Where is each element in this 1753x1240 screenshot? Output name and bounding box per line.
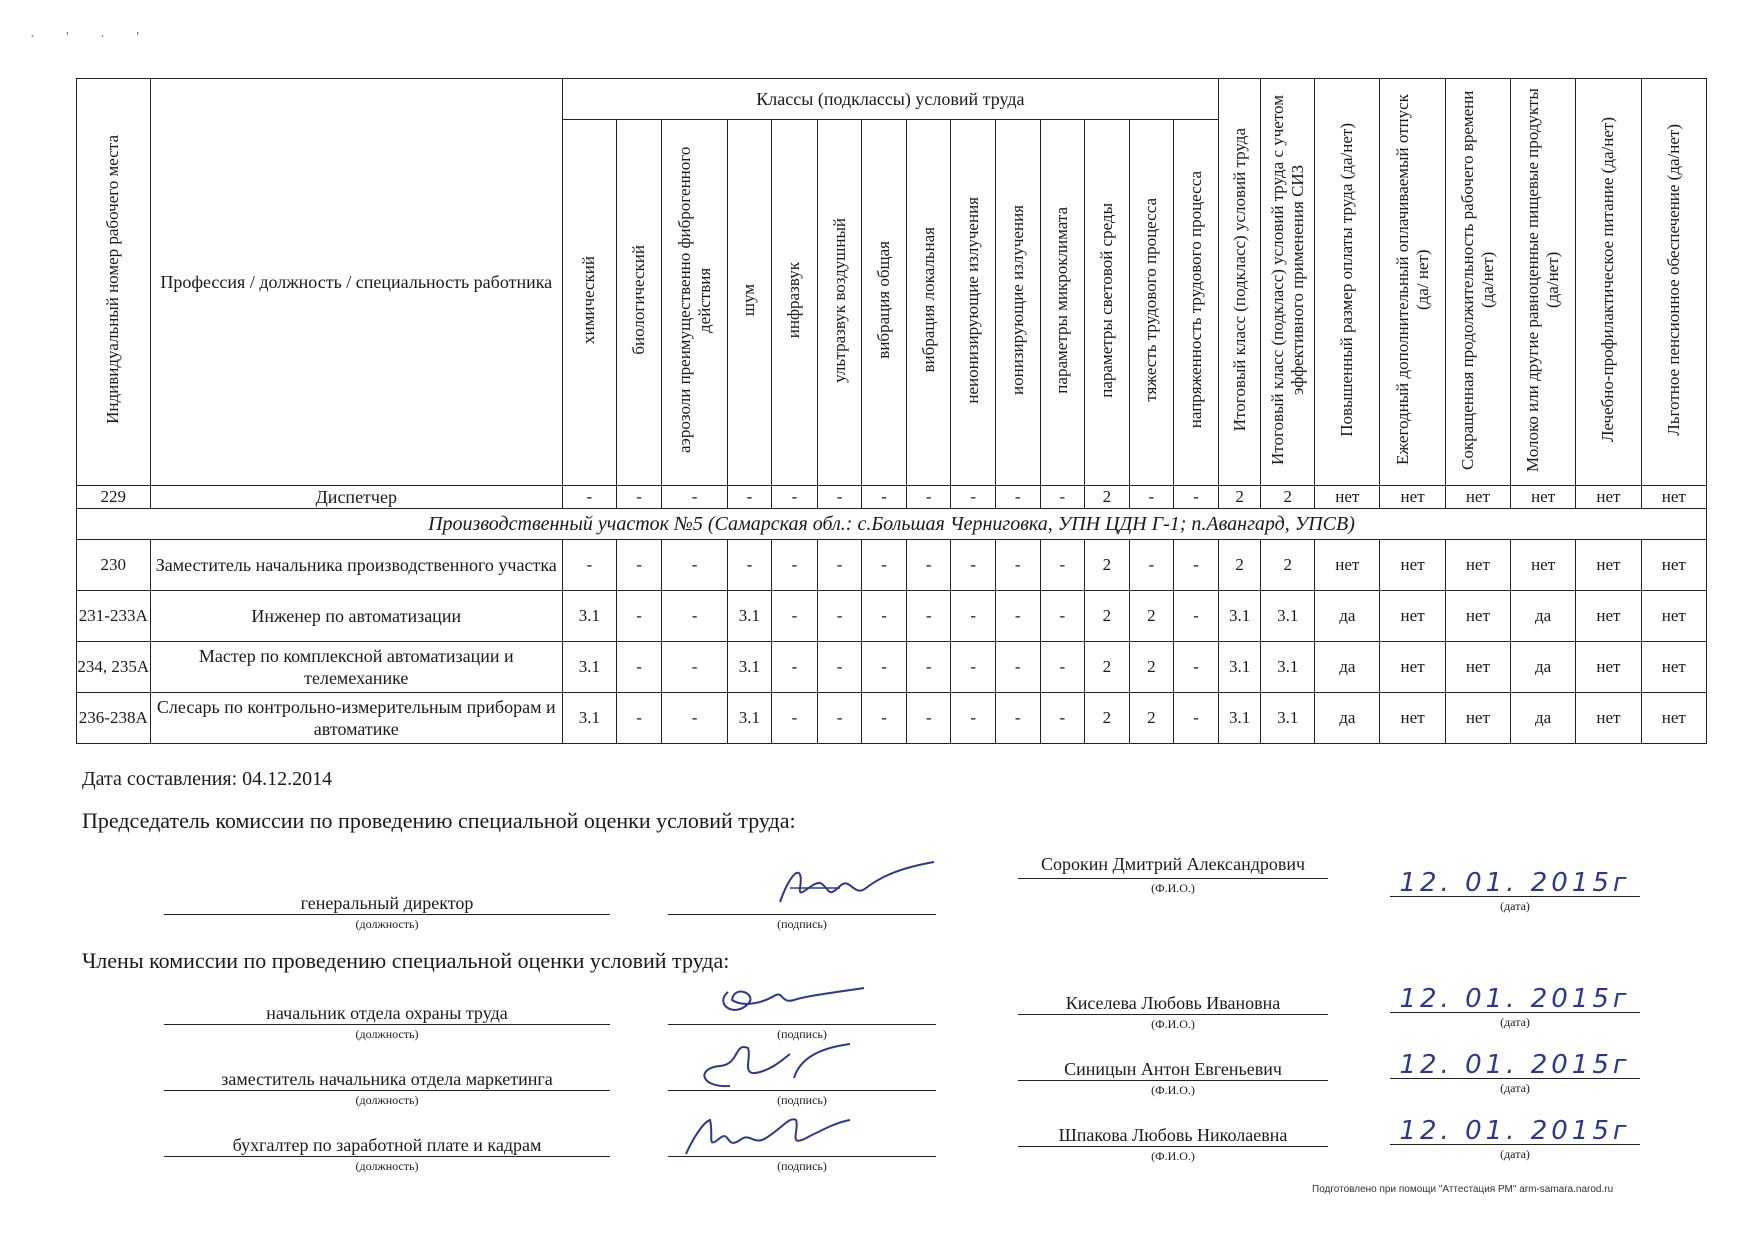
factor-cell: -: [1040, 591, 1085, 642]
result-cell: 2: [1261, 486, 1315, 509]
result-cell: нет: [1641, 693, 1706, 744]
factor-header-8: неионизирующие излучения: [951, 120, 996, 486]
factor-cell: 2: [1129, 693, 1174, 744]
result-cell: нет: [1380, 486, 1445, 509]
row-id: 230: [77, 540, 151, 591]
signature-caption: (подпись): [777, 1027, 827, 1041]
factor-cell: 2: [1085, 693, 1130, 744]
factor-cell: -: [1040, 693, 1085, 744]
chair-fio: Сорокин Дмитрий Александрович: [1018, 850, 1328, 879]
member-position-field: [164, 1002, 610, 1041]
factor-header-1: биологический: [616, 120, 662, 486]
factor-cell: -: [1174, 693, 1219, 744]
factor-cell: -: [662, 486, 727, 509]
result-header-2: Повышенный размер оплаты труда (да/нет): [1315, 79, 1380, 486]
result-cell: да: [1315, 591, 1380, 642]
date-caption: (дата): [1500, 1015, 1530, 1029]
table-row: [77, 486, 1707, 509]
factor-cell: -: [727, 540, 772, 591]
factor-cell: -: [951, 486, 996, 509]
member-fio-field: [1018, 1058, 1328, 1097]
signature-caption: (подпись): [777, 1159, 827, 1173]
factor-header-0: химический: [562, 120, 616, 486]
date-caption: (дата): [1500, 1081, 1530, 1095]
member-date: 12. 01. 2015г: [1390, 1052, 1640, 1079]
classes-group-header: Классы (подклассы) условий труда: [562, 79, 1218, 120]
result-cell: да: [1315, 642, 1380, 693]
factor-cell: 3.1: [562, 642, 616, 693]
chair-signature-image: [770, 858, 940, 914]
factor-header-6: вибрация общая: [862, 120, 907, 486]
factor-cell: 3.1: [562, 693, 616, 744]
result-header-0: Итоговый класс (подкласс) условий труда: [1218, 79, 1260, 486]
result-cell: нет: [1445, 591, 1510, 642]
result-cell: нет: [1510, 540, 1575, 591]
factor-cell: -: [951, 591, 996, 642]
member-fio-field: [1018, 992, 1328, 1031]
factor-cell: -: [772, 540, 818, 591]
factor-cell: 2: [1085, 540, 1130, 591]
factor-cell: -: [727, 486, 772, 509]
factor-cell: -: [616, 591, 662, 642]
factor-cell: -: [817, 642, 862, 693]
result-cell: нет: [1641, 540, 1706, 591]
table-row: [77, 540, 1707, 591]
section-title: Производственный участок №5 (Самарская обл.: с.Большая Черниговка, УПН ЦДН Г-1; п.Авангард, УПСВ): [77, 509, 1707, 540]
row-profession: Мастер по комплексной автоматизации и телемеханике: [150, 642, 562, 693]
result-cell: 2: [1218, 540, 1260, 591]
factor-cell: -: [772, 693, 818, 744]
fio-caption: (Ф.И.О.): [1151, 1083, 1195, 1097]
factor-cell: 3.1: [727, 591, 772, 642]
result-cell: нет: [1380, 591, 1445, 642]
factor-header-4: инфразвук: [772, 120, 818, 486]
result-header-3: Ежегодный дополнительный оплачиваемый отпуск (да/ нет): [1380, 79, 1445, 486]
factor-cell: -: [906, 540, 951, 591]
table-row: [77, 642, 1707, 693]
result-cell: нет: [1576, 540, 1641, 591]
result-header-1: Итоговый класс (подкласс) условий труда с учетом эффективного применения СИЗ: [1261, 79, 1315, 486]
factor-cell: -: [906, 642, 951, 693]
date-caption: (дата): [1500, 1147, 1530, 1161]
factor-cell: -: [817, 486, 862, 509]
factor-cell: -: [862, 693, 907, 744]
factor-cell: -: [862, 642, 907, 693]
section-row: [77, 509, 1707, 540]
result-cell: 3.1: [1261, 591, 1315, 642]
factor-cell: -: [995, 486, 1040, 509]
factor-cell: -: [995, 693, 1040, 744]
member-fio: Киселева Любовь Ивановна: [1018, 992, 1328, 1015]
factor-cell: 3.1: [727, 642, 772, 693]
factor-cell: 2: [1129, 642, 1174, 693]
member-fio: Синицын Антон Евгеньевич: [1018, 1058, 1328, 1081]
member-signature-image: [690, 1038, 860, 1092]
factor-cell: -: [1040, 540, 1085, 591]
result-cell: нет: [1576, 486, 1641, 509]
factor-cell: -: [562, 486, 616, 509]
factor-cell: -: [995, 642, 1040, 693]
col-profession-header: Профессия / должность / специальность работника: [150, 79, 562, 486]
row-id: 231-233А: [77, 591, 151, 642]
members-title: Члены комиссии по проведению специальной оценки условий труда:: [82, 948, 730, 973]
result-cell: 3.1: [1261, 693, 1315, 744]
factor-header-13: напряженность трудового процесса: [1174, 120, 1219, 486]
factor-cell: 2: [1129, 591, 1174, 642]
position-caption: (должность): [355, 1027, 419, 1041]
result-cell: нет: [1445, 693, 1510, 744]
factor-cell: -: [772, 642, 818, 693]
result-cell: да: [1315, 693, 1380, 744]
factor-cell: -: [662, 642, 727, 693]
member-signature-image: [714, 974, 874, 1022]
factor-cell: -: [906, 693, 951, 744]
member-date: 12. 01. 2015г: [1390, 986, 1640, 1013]
chair-title: Председатель комиссии по проведению специальной оценки условий труда:: [82, 808, 796, 833]
factor-cell: -: [772, 591, 818, 642]
member-position: начальник отдела охраны труда: [164, 1002, 610, 1025]
factor-cell: 3.1: [562, 591, 616, 642]
factor-header-10: параметры микроклимата: [1040, 120, 1085, 486]
result-cell: да: [1510, 642, 1575, 693]
working-conditions-table: [76, 78, 1707, 744]
factor-cell: -: [1040, 486, 1085, 509]
factor-cell: -: [817, 693, 862, 744]
result-cell: нет: [1315, 540, 1380, 591]
factor-cell: -: [1040, 642, 1085, 693]
member-position-field: [164, 1134, 610, 1173]
factor-cell: -: [1129, 540, 1174, 591]
chair-date: 12. 01. 2015г: [1390, 870, 1640, 897]
result-cell: да: [1510, 591, 1575, 642]
factor-cell: -: [1174, 486, 1219, 509]
member-date-field: [1390, 1118, 1640, 1161]
position-caption: (должность): [355, 1159, 419, 1173]
member-date-field: [1390, 986, 1640, 1029]
factor-cell: -: [951, 540, 996, 591]
factor-cell: -: [562, 540, 616, 591]
result-cell: 3.1: [1218, 693, 1260, 744]
result-cell: нет: [1445, 540, 1510, 591]
factor-header-11: параметры световой среды: [1085, 120, 1130, 486]
scan-artifacts: · ' · ': [30, 30, 153, 45]
result-cell: 2: [1218, 486, 1260, 509]
chair-fio-field: [1018, 850, 1328, 895]
result-cell: нет: [1576, 693, 1641, 744]
member-date-field: [1390, 1052, 1640, 1095]
signature-caption: (подпись): [777, 917, 827, 931]
row-id: 234, 235А: [77, 642, 151, 693]
col-id-header: Индивидуальный номер рабочего места: [77, 79, 151, 486]
compilation-date: Дата составления: 04.12.2014: [82, 768, 333, 790]
result-cell: нет: [1641, 591, 1706, 642]
member-fio: Шпакова Любовь Николаевна: [1018, 1124, 1328, 1147]
row-profession: Заместитель начальника производственного участка: [150, 540, 562, 591]
chair-position-field: [164, 892, 610, 931]
result-header-6: Лечебно-профилактическое питание (да/нет): [1576, 79, 1641, 486]
factor-header-7: вибрация локальная: [906, 120, 951, 486]
factor-cell: -: [906, 591, 951, 642]
chair-position: генеральный директор: [164, 892, 610, 915]
factor-cell: -: [1129, 486, 1174, 509]
footnote: Подготовлено при помощи "Аттестация РМ" arm-samara.narod.ru: [1312, 1184, 1614, 1195]
position-caption: (должность): [355, 1093, 419, 1107]
result-cell: нет: [1445, 642, 1510, 693]
row-id: 229: [77, 486, 151, 509]
factor-header-12: тяжесть трудового процесса: [1129, 120, 1174, 486]
position-caption: (должность): [355, 917, 419, 931]
factor-cell: -: [616, 486, 662, 509]
row-id: 236-238А: [77, 693, 151, 744]
result-cell: нет: [1641, 486, 1706, 509]
factor-cell: -: [862, 486, 907, 509]
signature-caption: (подпись): [777, 1093, 827, 1107]
member-signature-image: [670, 1110, 860, 1158]
result-cell: 3.1: [1218, 591, 1260, 642]
factor-header-5: ультразвук воздушный: [817, 120, 862, 486]
factor-header-3: шум: [727, 120, 772, 486]
row-profession: Слесарь по контрольно-измерительным приборам и автоматике: [150, 693, 562, 744]
chair-date-field: [1390, 870, 1640, 913]
factor-cell: -: [616, 693, 662, 744]
factor-cell: -: [1174, 540, 1219, 591]
factor-header-2: аэрозоли преимущественно фиброгенного действия: [662, 120, 727, 486]
result-cell: нет: [1641, 642, 1706, 693]
factor-cell: -: [951, 642, 996, 693]
result-cell: нет: [1380, 540, 1445, 591]
member-position: заместитель начальника отдела маркетинга: [164, 1068, 610, 1091]
factor-cell: 3.1: [727, 693, 772, 744]
factor-cell: -: [616, 642, 662, 693]
factor-cell: 2: [1085, 591, 1130, 642]
factor-cell: -: [862, 540, 907, 591]
factor-cell: 2: [1085, 642, 1130, 693]
date-caption: (дата): [1500, 899, 1530, 913]
result-header-7: Льготное пенсионное обеспечение (да/нет): [1641, 79, 1706, 486]
result-cell: нет: [1380, 693, 1445, 744]
factor-cell: -: [906, 486, 951, 509]
result-cell: нет: [1510, 486, 1575, 509]
row-profession: Диспетчер: [150, 486, 562, 509]
fio-caption: (Ф.И.О.): [1151, 1017, 1195, 1031]
result-cell: 3.1: [1261, 642, 1315, 693]
result-header-4: Сокращенная продолжительность рабочего времени (да/нет): [1445, 79, 1510, 486]
fio-caption: (Ф.И.О.): [1151, 1149, 1195, 1163]
factor-cell: -: [817, 591, 862, 642]
factor-cell: -: [662, 591, 727, 642]
factor-cell: -: [995, 591, 1040, 642]
result-cell: нет: [1380, 642, 1445, 693]
factor-cell: -: [616, 540, 662, 591]
result-cell: 3.1: [1218, 642, 1260, 693]
factor-cell: -: [662, 540, 727, 591]
factor-cell: -: [1174, 642, 1219, 693]
factor-cell: 2: [1085, 486, 1130, 509]
result-cell: нет: [1576, 591, 1641, 642]
member-position: бухгалтер по заработной плате и кадрам: [164, 1134, 610, 1157]
member-position-field: [164, 1068, 610, 1107]
result-cell: да: [1510, 693, 1575, 744]
factor-cell: -: [951, 693, 996, 744]
result-cell: нет: [1576, 642, 1641, 693]
result-cell: нет: [1445, 486, 1510, 509]
result-cell: 2: [1261, 540, 1315, 591]
factor-header-9: ионизирующие излучения: [995, 120, 1040, 486]
factor-cell: -: [817, 540, 862, 591]
member-date: 12. 01. 2015г: [1390, 1118, 1640, 1145]
member-fio-field: [1018, 1124, 1328, 1163]
fio-caption: (Ф.И.О.): [1151, 881, 1195, 895]
factor-cell: -: [662, 693, 727, 744]
row-profession: Инженер по автоматизации: [150, 591, 562, 642]
factor-cell: -: [995, 540, 1040, 591]
table-row: [77, 591, 1707, 642]
factor-cell: -: [772, 486, 818, 509]
factor-cell: -: [1174, 591, 1219, 642]
result-header-5: Молоко или другие равноценные пищевые продукты (да/нет): [1510, 79, 1575, 486]
result-cell: нет: [1315, 486, 1380, 509]
factor-cell: -: [862, 591, 907, 642]
table-row: [77, 693, 1707, 744]
